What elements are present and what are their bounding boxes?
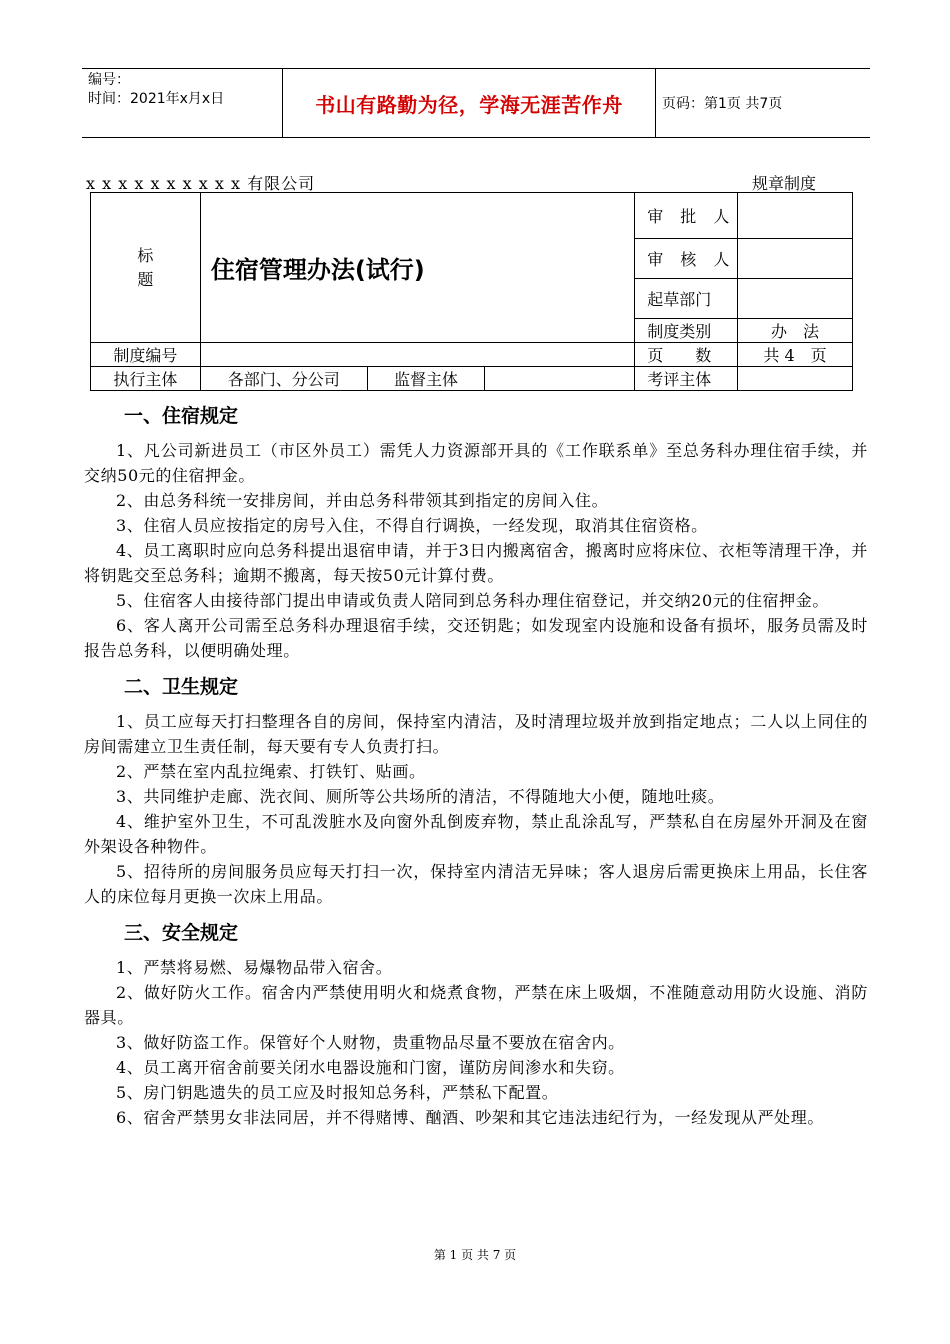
section-heading: 二、卫生规定: [124, 676, 239, 698]
rule-item: 4、员工离职时应向总务科提出退宿申请，并于3日内搬离宿舍，搬离时应将床位、衣柜等清理干净，并将钥匙交至总务科；逾期不搬离，每天按50元计算付费。: [84, 541, 868, 585]
rule-item: 1、凡公司新进员工（市区外员工）需凭人力资源部开具的《工作联系单》至总务科办理住宿手续，并交纳50元的住宿押金。: [84, 441, 868, 485]
approver-label: 审 批 人: [635, 193, 738, 239]
drafter-label: 起草部门: [635, 279, 738, 319]
assess-value: [738, 367, 853, 391]
time-label: 时间：2021年x月x日: [88, 91, 225, 107]
pages-label: 页 数: [635, 343, 738, 367]
rule-item: 2、严禁在室内乱拉绳索、打铁钉、贴画。: [116, 762, 426, 781]
category-value: 办 法: [738, 319, 853, 343]
rule-item: 5、住宿客人由接待部门提出申请或负责人陪同到总务科办理住宿登记，并交纳20元的住宿押金。: [116, 591, 829, 610]
page-header: [82, 68, 870, 138]
code-value: [200, 343, 634, 367]
rule-item: 3、做好防盗工作。保管好个人财物，贵重物品尽量不要放在宿舍内。: [116, 1033, 625, 1052]
reviewer-label: 审 核 人: [635, 239, 738, 279]
rule-item: 6、宿舍严禁男女非法同居，并不得赌博、酗酒、吵架和其它违法违纪行为，一经发现从严处理。: [116, 1108, 824, 1127]
page-code: 页码：第1页 共7页: [662, 96, 783, 112]
exec-value: 各部门、分公司: [200, 367, 367, 391]
company-name: x x x x x x x x x x 有限公司: [86, 174, 316, 193]
code-label: 制度编号: [91, 343, 201, 367]
rule-item: 5、招待所的房间服务员应每天打扫一次，保持室内清洁无异味；客人退房后需更换床上用品，长住客人的床位每月更换一次床上用品。: [84, 862, 868, 906]
section-hygiene: [84, 671, 868, 909]
category-label: 制度类别: [635, 319, 738, 343]
section-accommodation: [84, 400, 868, 663]
page-footer: 第 1 页 共 7 页: [433, 1248, 517, 1262]
rule-item: 2、做好防火工作。宿舍内严禁使用明火和烧煮食物，严禁在床上吸烟，不准随意动用防火设施、消防器具。: [84, 983, 868, 1027]
document-type: 规章制度: [752, 174, 817, 193]
title-label-cell: [91, 193, 201, 343]
section-safety: [84, 917, 868, 1130]
section-heading: 一、住宿规定: [124, 405, 239, 427]
rule-item: 3、共同维护走廊、洗衣间、厕所等公共场所的清洁，不得随地大小便，随地吐痰。: [116, 787, 725, 806]
rule-item: 2、由总务科统一安排房间，并由总务科带领其到指定的房间入住。: [116, 491, 609, 510]
section-heading: 三、安全规定: [124, 922, 239, 944]
pages-value: 共 4 页: [738, 343, 853, 367]
approver-value: [738, 193, 853, 239]
number-label: 编号：: [88, 72, 130, 88]
title-label: 标 题: [137, 245, 154, 289]
assess-label: 考评主体: [635, 367, 738, 391]
header-meta: [82, 69, 282, 137]
supervise-value: [485, 367, 635, 391]
rule-item: 1、员工应每天打扫整理各自的房间，保持室内清洁，及时清理垃圾并放到指定地点；二人以上同住的房间需建立卫生责任制，每天要有专人负责打扫。: [84, 712, 868, 756]
supervise-label: 监督主体: [367, 367, 485, 391]
reviewer-value: [738, 239, 853, 279]
document-body: [84, 400, 868, 1138]
document-info-table: [90, 192, 853, 391]
document-title: 住宿管理办法(试行): [200, 193, 634, 343]
rule-item: 3、住宿人员应按指定的房号入住，不得自行调换，一经发现，取消其住宿资格。: [116, 516, 708, 535]
rule-item: 4、维护室外卫生，不可乱泼脏水及向窗外乱倒废弃物，禁止乱涂乱写，严禁私自在房屋外开洞及在窗外架设各种物件。: [84, 812, 868, 856]
rule-item: 1、严禁将易燃、易爆物品带入宿舍。: [116, 958, 393, 977]
drafter-value: [738, 279, 853, 319]
rule-item: 6、客人离开公司需至总务科办理退宿手续，交还钥匙；如发现室内设施和设备有损坏，服务员需及时报告总务科，以便明确处理。: [84, 616, 868, 660]
rule-item: 4、员工离开宿舍前要关闭水电器设施和门窗，谨防房间渗水和失窃。: [116, 1058, 625, 1077]
exec-label: 执行主体: [91, 367, 201, 391]
motto: 书山有路勤为径，学海无涯苦作舟: [282, 69, 656, 137]
rule-item: 5、房门钥匙遗失的员工应及时报知总务科，严禁私下配置。: [116, 1083, 559, 1102]
